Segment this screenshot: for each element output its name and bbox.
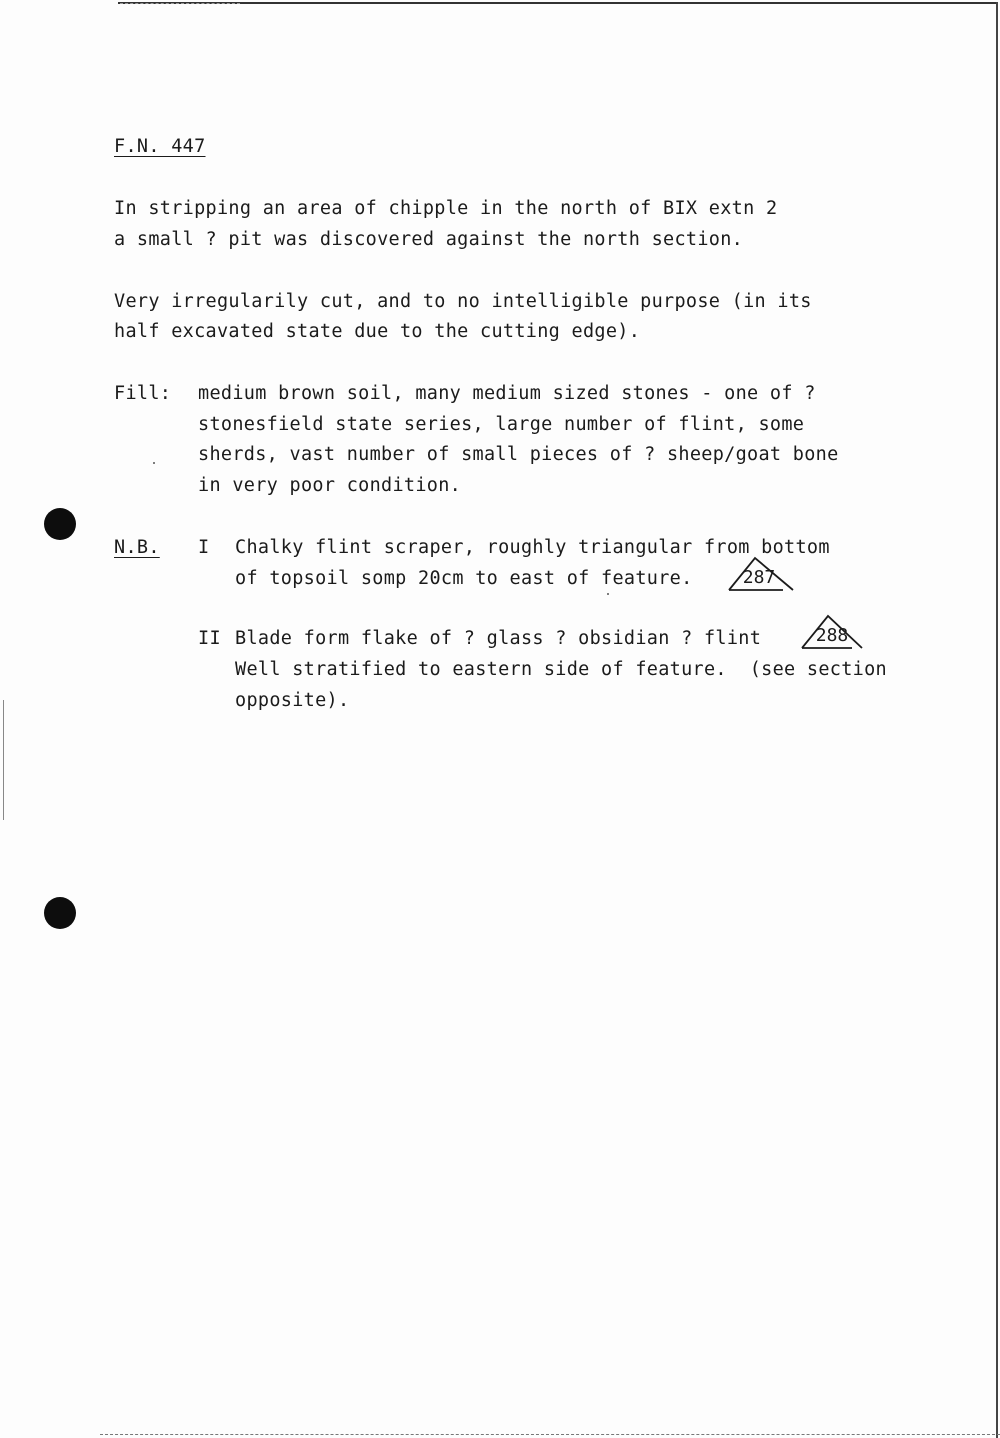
para2-line-2: half excavated state due to the cutting edge). (114, 321, 641, 342)
find-number-288: 288 (815, 625, 849, 646)
page-right-edge (996, 2, 998, 1438)
punch-hole-lower (44, 897, 76, 929)
nb-item1-line-2: of topsoil somp 20cm to east of feature. (235, 568, 693, 589)
para1-line-1: In stripping an area of chipple in the north of BIX extn 2 (114, 198, 778, 219)
fill-line-3: sherds, vast number of small pieces of ? sheep/goat bone (198, 444, 839, 465)
page-bottom-edge (100, 1434, 1000, 1435)
nb-item1-numeral: I (198, 537, 210, 558)
fill-label: Fill: (114, 383, 172, 404)
find-number-triangle-288 (800, 613, 870, 649)
fill-line-4: in very poor condition. (198, 475, 462, 496)
fill-line-2: stonesfield state series, large number of flint, some (198, 414, 805, 435)
ink-speck (153, 462, 155, 464)
nb-item2-line-3: opposite). (235, 690, 350, 711)
page-top-edge (118, 2, 998, 4)
page-top-edge-dash (120, 3, 240, 4)
find-number-triangle-287 (727, 555, 797, 591)
nb-item2-line-1: Blade form flake of ? glass ? obsidian ? flint (235, 628, 762, 649)
nb-label: N.B. (114, 537, 160, 558)
nb-item2-numeral: II (198, 628, 221, 649)
ink-speck (607, 593, 609, 595)
find-number-287: 287 (742, 567, 776, 588)
fill-line-1: medium brown soil, many medium sized stones - one of ? (198, 383, 816, 404)
field-number-heading: F.N. 447 (114, 136, 206, 157)
nb-item1-line-1: Chalky flint scraper, roughly triangular from bottom (235, 537, 830, 558)
punch-hole-upper (44, 508, 76, 540)
para2-line-1: Very irregularily cut, and to no intelligible purpose (in its (114, 291, 812, 312)
para1-line-2: a small ? pit was discovered against the north section. (114, 229, 744, 250)
nb-item2-line-2: Well stratified to eastern side of feature. (see section (235, 659, 887, 680)
page-left-edge-mark (3, 700, 4, 820)
